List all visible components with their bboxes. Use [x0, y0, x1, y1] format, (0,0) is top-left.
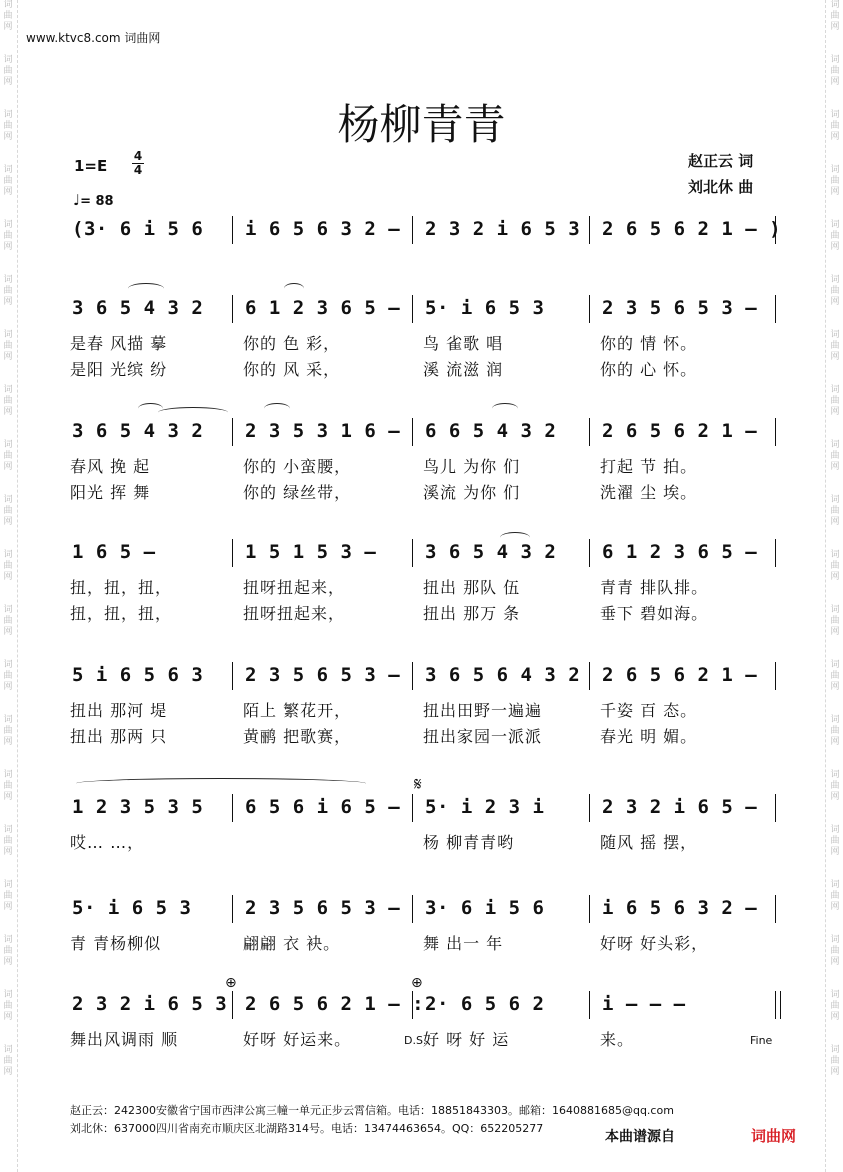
lyric-line: 扭，扭，扭，	[70, 578, 173, 597]
notation-measure: 6 5 6 i 6 5 –	[245, 796, 401, 818]
lyric-line: 扭呀扭起来，	[243, 604, 346, 623]
watermark-char-group: 词 曲 网	[830, 1045, 840, 1077]
lyric-line: 舞出风调雨 顺	[70, 1030, 179, 1049]
notation-measure: 2 3 2 i 6 5 –	[602, 796, 758, 818]
watermark-char-group: 词 曲 网	[830, 935, 840, 967]
quarter-note-icon: ♩	[73, 191, 81, 209]
lyric-line: 溪流 为你 们	[423, 483, 521, 502]
watermark-char-group: 词 曲 网	[3, 715, 13, 747]
watermark-char-group: 词 曲 网	[830, 0, 840, 32]
bar-line	[775, 295, 776, 323]
lyric-line: 扭出家园一派派	[423, 727, 543, 746]
bar-line	[589, 418, 590, 446]
bar-line	[775, 991, 776, 1019]
watermark-char-group: 词 曲 网	[830, 990, 840, 1022]
notation-measure: 1 2 3 5 3 5	[72, 796, 204, 818]
lyric-line: 随风 摇 摆，	[600, 833, 698, 852]
notation-measure: 6 1 2 3 6 5 –	[602, 541, 758, 563]
footer-line-2: 刘北休：637000四川省南充市顺庆区北湖路314号。电话：13474463654。QQ：652205277	[70, 1122, 544, 1135]
watermark-char-group: 词 曲 网	[3, 990, 13, 1022]
lyric-line: 来。	[600, 1030, 635, 1049]
lyric-line: 阳光 挥 舞	[70, 483, 151, 502]
ds-marking: D.S.	[404, 1034, 427, 1047]
watermark-char-group: 词 曲 网	[830, 55, 840, 87]
notation-measure: 2 3 2 i 6 5 3	[72, 993, 228, 1015]
watermark-char-group: 词 曲 网	[830, 220, 840, 252]
notation-measure: 2 3 5 3 1 6 –	[245, 420, 401, 442]
notation-measure: 2 3 5 6 5 3 –	[245, 664, 401, 686]
bar-line	[589, 794, 590, 822]
bar-line	[412, 895, 413, 923]
bar-line	[589, 216, 590, 244]
lyric-line: 你的 绿丝带，	[243, 483, 352, 502]
notation-measure: i 6 5 6 3 2 –	[245, 218, 401, 240]
left-watermark-strip	[0, 0, 16, 1172]
lyric-line: 鸟 雀歌 唱	[423, 334, 504, 353]
bar-line	[232, 216, 233, 244]
lyric-line: 好呀 好头彩，	[600, 934, 709, 953]
bar-line	[775, 216, 776, 244]
slur-arc	[76, 778, 366, 789]
notation-measure: (3· 6 i 5 6	[72, 218, 204, 240]
right-guide-line	[825, 0, 826, 1172]
lyric-line: 扭呀扭起来，	[243, 578, 346, 597]
bar-line	[412, 991, 413, 1019]
notation-measure: 6 1 2 3 6 5 –	[245, 297, 401, 319]
notation-measure: i 6 5 6 3 2 –	[602, 897, 758, 919]
segno-sign: 𝄋	[414, 774, 422, 795]
lyric-line: 你的 小蛮腰，	[243, 457, 352, 476]
composer-credit: 刘北休 曲	[688, 178, 754, 196]
watermark-char-group: 词 曲 网	[3, 385, 13, 417]
watermark-url: www.ktvc8.com 词曲网	[26, 31, 161, 45]
bar-line	[232, 295, 233, 323]
lyric-line: 青青 排队排。	[600, 578, 709, 597]
lyric-line: 扭，扭，扭，	[70, 604, 173, 623]
watermark-char-group: 词 曲 网	[830, 550, 840, 582]
lyric-line: 翩翩 衣 袂。	[243, 934, 341, 953]
lyric-line: 洗濯 尘 埃。	[600, 483, 698, 502]
left-guide-line	[17, 0, 18, 1172]
song-title: 杨柳青青	[337, 100, 506, 149]
slur-arc	[128, 283, 164, 294]
slur-arc	[284, 283, 304, 294]
watermark-char-group: 词 曲 网	[3, 825, 13, 857]
notation-measure: 5· i 2 3 i	[425, 796, 545, 818]
notation-measure: 3· 6 i 5 6	[425, 897, 545, 919]
watermark-char-group: 词 曲 网	[830, 770, 840, 802]
watermark-char-group: 词 曲 网	[3, 440, 13, 472]
lyric-line: 溪 流滋 润	[423, 360, 504, 379]
bar-line	[589, 539, 590, 567]
watermark-char-group: 词 曲 网	[830, 330, 840, 362]
lyric-line: 扭出田野一遍遍	[423, 701, 543, 720]
notation-measure: 2 6 5 6 2 1 –	[602, 664, 758, 686]
bar-line	[232, 794, 233, 822]
right-watermark-strip	[827, 0, 843, 1172]
lyric-line: 黄鹂 把歌赛，	[243, 727, 352, 746]
bar-line	[412, 794, 413, 822]
notation-measure: 2 6 5 6 2 1 – )	[602, 218, 782, 240]
time-sig-top: 4	[133, 149, 143, 163]
bar-line	[775, 662, 776, 690]
lyric-line: 是阳 光缤 纷	[70, 360, 168, 379]
notation-measure: 5· i 6 5 3	[72, 897, 192, 919]
watermark-char-group: 词 曲 网	[830, 385, 840, 417]
notation-measure: 1 6 5 –	[72, 541, 156, 563]
lyric-line: 扭出 那河 堤	[70, 701, 168, 720]
bar-line	[775, 794, 776, 822]
bar-line	[589, 295, 590, 323]
lyric-line: 好 呀 好 运	[423, 1030, 510, 1049]
watermark-char-group: 词 曲 网	[830, 715, 840, 747]
notation-measure: 3 6 5 6 4 3 2	[425, 664, 581, 686]
watermark-char-group: 词 曲 网	[3, 330, 13, 362]
watermark-char-group: 词 曲 网	[3, 605, 13, 637]
watermark-char-group: 词 曲 网	[3, 0, 13, 32]
fine-marking: Fine	[750, 1034, 773, 1047]
bar-line	[775, 895, 776, 923]
site-logo-text[interactable]: 词曲网	[751, 1127, 797, 1145]
bar-line	[589, 662, 590, 690]
lyric-line: 扭出 那队 伍	[423, 578, 521, 597]
bar-line	[412, 418, 413, 446]
slur-arc	[158, 407, 228, 418]
watermark-char-group: 词 曲 网	[830, 605, 840, 637]
bar-line	[589, 991, 590, 1019]
notation-measure: 1 5 1 5 3 –	[245, 541, 377, 563]
lyric-line: 你的 心 怀。	[600, 360, 698, 379]
lyric-line: 千姿 百 态。	[600, 701, 698, 720]
notation-measure: i – – –	[602, 993, 686, 1015]
coda-sign-1: ⊕	[225, 975, 237, 991]
bar-line	[232, 991, 233, 1019]
bar-line	[232, 539, 233, 567]
bar-line	[412, 216, 413, 244]
lyric-line: 你的 风 采，	[243, 360, 341, 379]
slur-arc	[500, 532, 530, 543]
watermark-char-group: 词 曲 网	[830, 440, 840, 472]
lyric-line: 扭出 那两 只	[70, 727, 168, 746]
watermark-char-group: 词 曲 网	[3, 880, 13, 912]
footer-line-1: 赵正云：242300安徽省宁国市西津公寓三幢一单元正步云霄信箱。电话：18851843303。邮箱：1640881685@qq.com	[70, 1104, 674, 1117]
lyric-line: 春光 明 媚。	[600, 727, 698, 746]
lyric-line: 陌上 繁花开，	[243, 701, 352, 720]
notation-measure: 6 6 5 4 3 2	[425, 420, 557, 442]
lyric-line: 扭出 那万 条	[423, 604, 521, 623]
notation-measure: 2 3 5 6 5 3 –	[602, 297, 758, 319]
watermark-char-group: 词 曲 网	[3, 1045, 13, 1077]
lyric-line: 垂下 碧如海。	[600, 604, 709, 623]
watermark-char-group: 词 曲 网	[830, 110, 840, 142]
lyric-line: 你的 情 怀。	[600, 334, 698, 353]
coda-sign-2: ⊕	[411, 975, 423, 991]
notation-measure: 2 3 2 i 6 5 3	[425, 218, 581, 240]
watermark-char-group: 词 曲 网	[3, 495, 13, 527]
watermark-char-group: 词 曲 网	[3, 165, 13, 197]
lyric-line: 是春 风描 摹	[70, 334, 168, 353]
watermark-char-group: 词 曲 网	[830, 275, 840, 307]
source-label: 本曲谱源自	[605, 1129, 675, 1145]
watermark-char-group: 词 曲 网	[3, 110, 13, 142]
bar-line	[412, 662, 413, 690]
watermark-char-group: 词 曲 网	[3, 935, 13, 967]
lyric-line: 鸟儿 为你 们	[423, 457, 521, 476]
watermark-char-group: 词 曲 网	[830, 880, 840, 912]
lyric-line: 舞 出一 年	[423, 934, 504, 953]
notation-measure: 3 6 5 4 3 2	[425, 541, 557, 563]
watermark-char-group: 词 曲 网	[830, 825, 840, 857]
bar-line	[232, 418, 233, 446]
watermark-char-group: 词 曲 网	[3, 55, 13, 87]
time-signature	[132, 150, 144, 177]
watermark-char-group: 词 曲 网	[3, 220, 13, 252]
slur-arc	[492, 403, 518, 414]
notation-measure: 3 6 5 4 3 2	[72, 297, 204, 319]
watermark-char-group: 词 曲 网	[3, 660, 13, 692]
lyric-line: 青 青杨柳似	[70, 934, 162, 953]
lyric-line: 春风 挽 起	[70, 457, 151, 476]
watermark-char-group: 词 曲 网	[830, 660, 840, 692]
key-signature: 1=E	[74, 157, 108, 175]
notation-measure: 2 6 5 6 2 1 – :	[245, 993, 425, 1015]
bar-line	[232, 895, 233, 923]
final-bar-line	[780, 991, 781, 1019]
notation-measure: 2 6 5 6 2 1 –	[602, 420, 758, 442]
lyricist-credit: 赵正云 词	[688, 152, 754, 170]
time-sig-bottom: 4	[133, 163, 143, 177]
watermark-char-group: 词 曲 网	[830, 495, 840, 527]
notation-measure: 5· i 6 5 3	[425, 297, 545, 319]
bar-line	[232, 662, 233, 690]
tempo-marking	[73, 191, 114, 209]
bar-line	[412, 539, 413, 567]
lyric-line: 哎… …，	[70, 833, 145, 852]
notation-measure: 2· 6 5 6 2	[425, 993, 545, 1015]
lyric-line: 你的 色 彩，	[243, 334, 341, 353]
notation-measure: 3 6 5 4 3 2	[72, 420, 204, 442]
tempo-value: = 88	[80, 194, 114, 209]
watermark-char-group: 词 曲 网	[3, 770, 13, 802]
watermark-char-group: 词 曲 网	[3, 550, 13, 582]
slur-arc	[264, 403, 290, 414]
lyric-line: 好呀 好运来。	[243, 1030, 352, 1049]
watermark-char-group: 词 曲 网	[3, 275, 13, 307]
lyric-line: 杨 柳青青哟	[423, 833, 515, 852]
lyric-line: 打起 节 拍。	[600, 457, 698, 476]
bar-line	[775, 539, 776, 567]
notation-measure: 5 i 6 5 6 3	[72, 664, 204, 686]
notation-measure: 2 3 5 6 5 3 –	[245, 897, 401, 919]
bar-line	[775, 418, 776, 446]
bar-line	[589, 895, 590, 923]
watermark-char-group: 词 曲 网	[830, 165, 840, 197]
bar-line	[412, 295, 413, 323]
